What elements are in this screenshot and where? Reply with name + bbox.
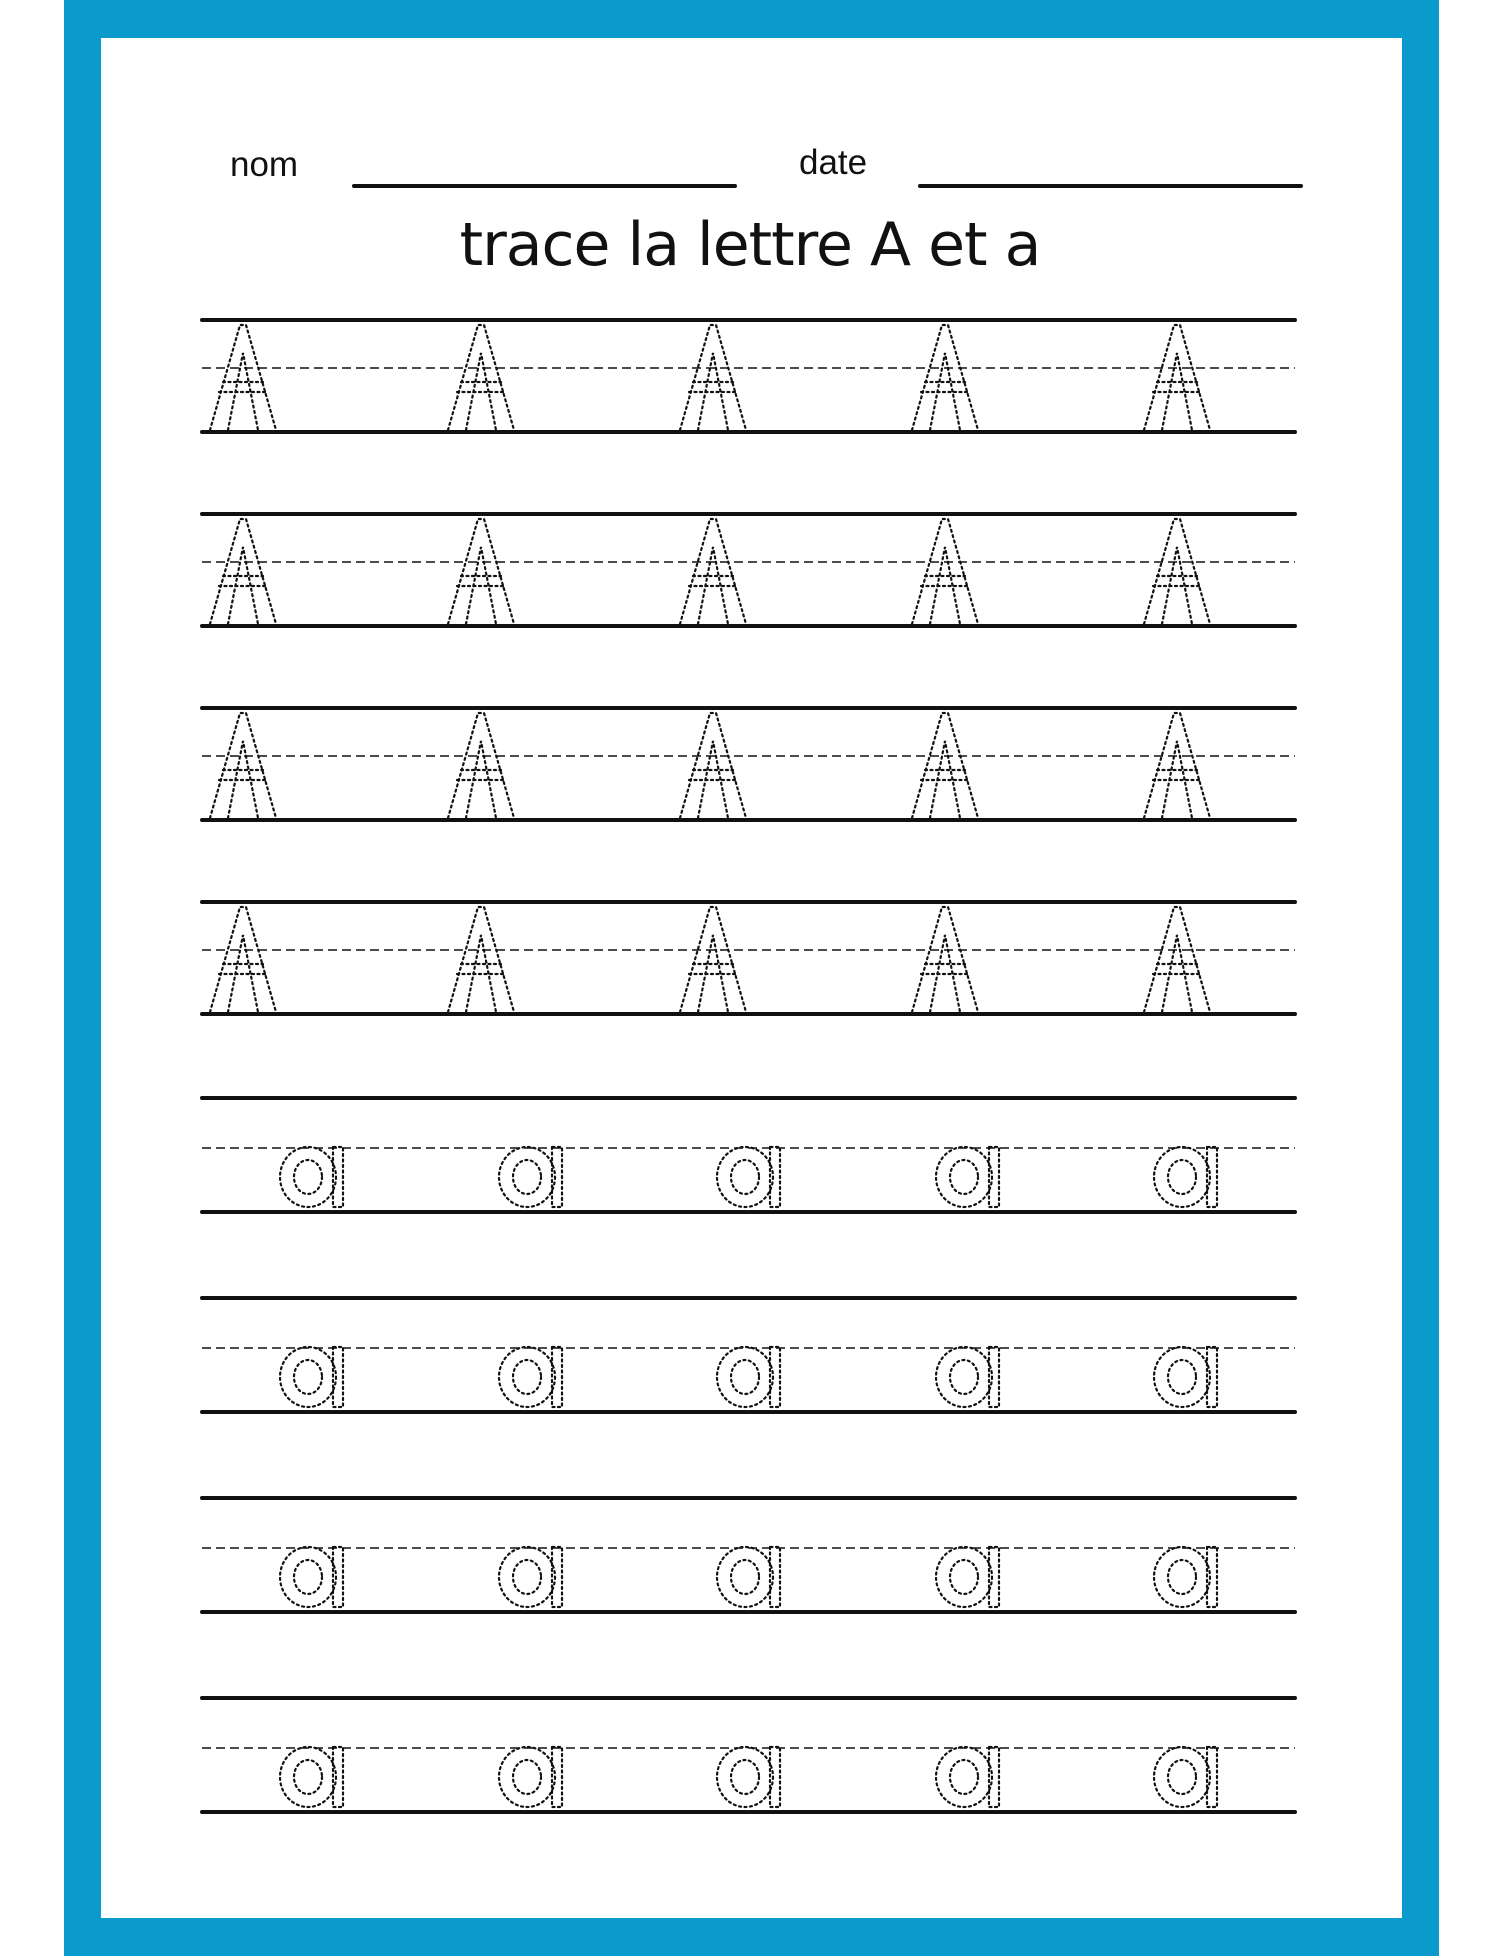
name-label: nom — [230, 145, 299, 184]
date-label: date — [799, 143, 868, 182]
name-blank[interactable] — [352, 184, 737, 188]
page-title: trace la lettre A et a — [459, 210, 1041, 280]
date-blank[interactable] — [918, 184, 1303, 188]
worksheet-paper — [101, 38, 1402, 1918]
